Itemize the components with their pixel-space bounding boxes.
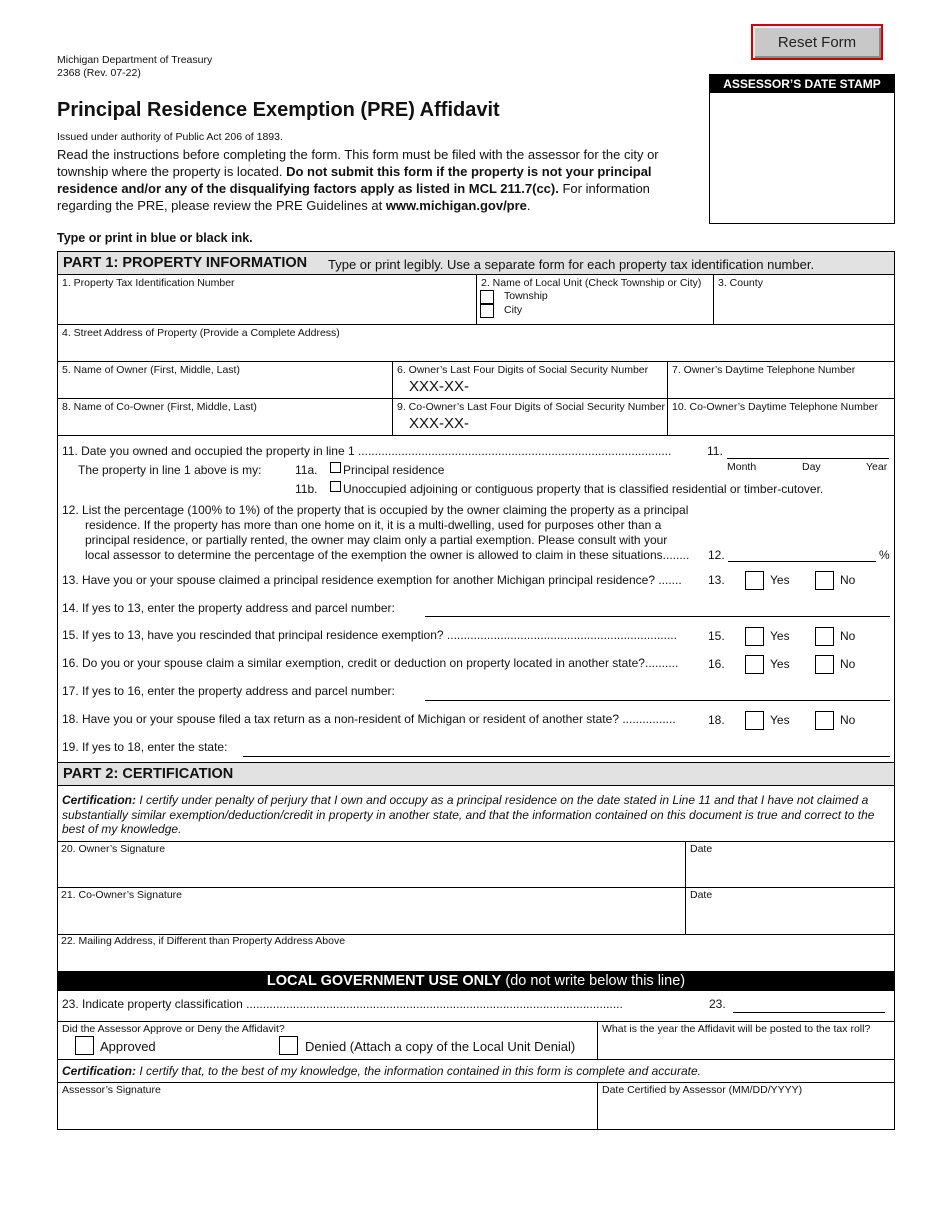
q15-no-checkbox[interactable] bbox=[815, 627, 834, 646]
q11-label: 11. Date you owned and occupied the property in line 1 .............................................................................................. bbox=[62, 444, 672, 458]
owner-signature-date-field[interactable]: Date bbox=[690, 843, 713, 855]
page-title: Principal Residence Exemption (PRE) Affidavit bbox=[57, 99, 500, 121]
city-checkbox[interactable] bbox=[480, 304, 494, 318]
stamp-label: ASSESSOR’S DATE STAMP bbox=[710, 75, 894, 93]
q18-yes-checkbox[interactable] bbox=[745, 711, 764, 730]
agency-name: Michigan Department of Treasury bbox=[57, 54, 213, 66]
owner-ssn-prefix: XXX-XX- bbox=[409, 378, 470, 395]
owner-name-field[interactable]: 5. Name of Owner (First, Middle, Last) bbox=[62, 364, 240, 376]
q13-yes-checkbox[interactable] bbox=[745, 571, 764, 590]
q17-address-input[interactable] bbox=[425, 700, 890, 701]
q16-no-checkbox[interactable] bbox=[815, 655, 834, 674]
part1-header: PART 1: PROPERTY INFORMATION Type or print legibly. Use a separate form for each property tax identification number. bbox=[57, 251, 895, 275]
certification-statement: Certification: I certify under penalty of perjury that I own and occupy as a principal residence on the date stated in Line 11 and that I have not claimed a substantially similar exemption/deduction/credit in property in another state, and that the information contained on this document is true and correct to the best of my knowledge. bbox=[62, 793, 875, 836]
part2-header: PART 2: CERTIFICATION bbox=[57, 762, 895, 786]
property-classification-input[interactable] bbox=[733, 1012, 885, 1013]
form-number: 2368 (Rev. 07-22) bbox=[57, 67, 141, 79]
reset-form-button[interactable]: Reset Form bbox=[751, 24, 883, 60]
authority-note: Issued under authority of Public Act 206 of 1893. bbox=[57, 131, 283, 143]
owner-phone-field[interactable]: 7. Owner’s Daytime Telephone Number bbox=[672, 364, 856, 376]
coowner-name-field[interactable]: 8. Name of Co-Owner (First, Middle, Last) bbox=[62, 401, 257, 413]
pre-url-link[interactable]: www.michigan.gov/pre bbox=[385, 198, 527, 213]
coowner-signature-field[interactable]: 21. Co-Owner’s Signature bbox=[61, 889, 183, 901]
local-unit-field: 2. Name of Local Unit (Check Township or City) Township City bbox=[481, 277, 702, 316]
coowner-ssn-prefix: XXX-XX- bbox=[409, 415, 470, 432]
assessor-certification-statement: Certification: I certify that, to the best of my knowledge, the information contained in this form is complete and accurate. bbox=[62, 1064, 701, 1078]
street-address-field[interactable]: 4. Street Address of Property (Provide a Complete Address) bbox=[62, 327, 340, 339]
q12-percentage-input[interactable] bbox=[728, 561, 876, 562]
tax-roll-year-field[interactable]: What is the year the Affidavit will be posted to the tax roll? bbox=[602, 1023, 871, 1035]
coowner-phone-field[interactable]: 10. Co-Owner’s Daytime Telephone Number bbox=[672, 401, 879, 413]
coowner-signature-date-field[interactable]: Date bbox=[690, 889, 713, 901]
q11-date-input[interactable] bbox=[727, 458, 889, 459]
q15-yes-checkbox[interactable] bbox=[745, 627, 764, 646]
owner-ssn-field[interactable]: 6. Owner’s Last Four Digits of Social Security Number XXX-XX- bbox=[397, 364, 649, 395]
principal-residence-checkbox[interactable] bbox=[330, 462, 341, 473]
q14-address-input[interactable] bbox=[425, 616, 890, 617]
q13-no-checkbox[interactable] bbox=[815, 571, 834, 590]
assessor-date-stamp-box[interactable] bbox=[709, 74, 895, 224]
property-tax-id-field[interactable]: 1. Property Tax Identification Number bbox=[62, 277, 235, 289]
unoccupied-adjoining-checkbox[interactable] bbox=[330, 481, 341, 492]
owner-signature-field[interactable]: 20. Owner’s Signature bbox=[61, 843, 166, 855]
assessor-signature-field[interactable]: Assessor’s Signature bbox=[62, 1084, 161, 1096]
date-certified-field[interactable]: Date Certified by Assessor (MM/DD/YYYY) bbox=[602, 1084, 803, 1096]
ink-note: Type or print in blue or black ink. bbox=[57, 231, 253, 245]
q18-no-checkbox[interactable] bbox=[815, 711, 834, 730]
denied-checkbox[interactable] bbox=[279, 1036, 298, 1055]
q19-state-input[interactable] bbox=[243, 756, 890, 757]
coowner-ssn-field[interactable]: 9. Co-Owner’s Last Four Digits of Social Security Number XXX-XX- bbox=[397, 401, 666, 432]
intro-paragraph: Read the instructions before completing the form. This form must be filed with the assessor for the city or township where the property is located. Do not submit this form if the property is not your principal residence and/or any of the disqualifying factors apply as listed in MCL 211.7(cc). For information regarding the PRE, please review the PRE Guidelines at www.michigan.gov/pre. bbox=[57, 147, 659, 213]
q16-yes-checkbox[interactable] bbox=[745, 655, 764, 674]
local-gov-header: LOCAL GOVERNMENT USE ONLY (do not write below this line) bbox=[57, 971, 895, 991]
county-field[interactable]: 3. County bbox=[718, 277, 763, 289]
mailing-address-field[interactable]: 22. Mailing Address, if Different than Property Address Above bbox=[61, 935, 346, 947]
approved-checkbox[interactable] bbox=[75, 1036, 94, 1055]
township-checkbox[interactable] bbox=[480, 290, 494, 304]
